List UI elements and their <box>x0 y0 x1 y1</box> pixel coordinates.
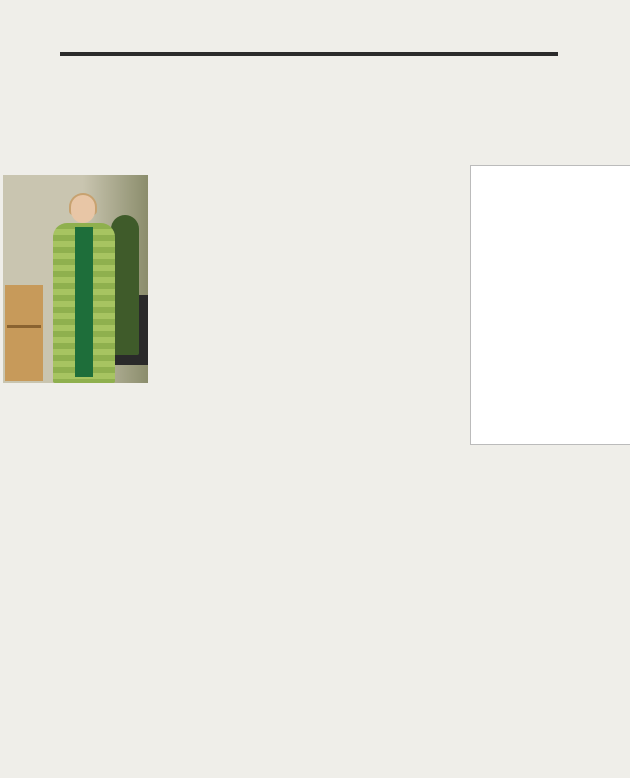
abbreviations-box <box>470 165 630 445</box>
size-table <box>60 52 558 56</box>
size-table-title <box>60 52 558 56</box>
text-column-1 <box>4 448 154 774</box>
model-photo <box>3 175 148 383</box>
text-column-2 <box>160 208 310 774</box>
text-column-3 <box>314 170 464 774</box>
text-column-4 <box>470 460 628 774</box>
